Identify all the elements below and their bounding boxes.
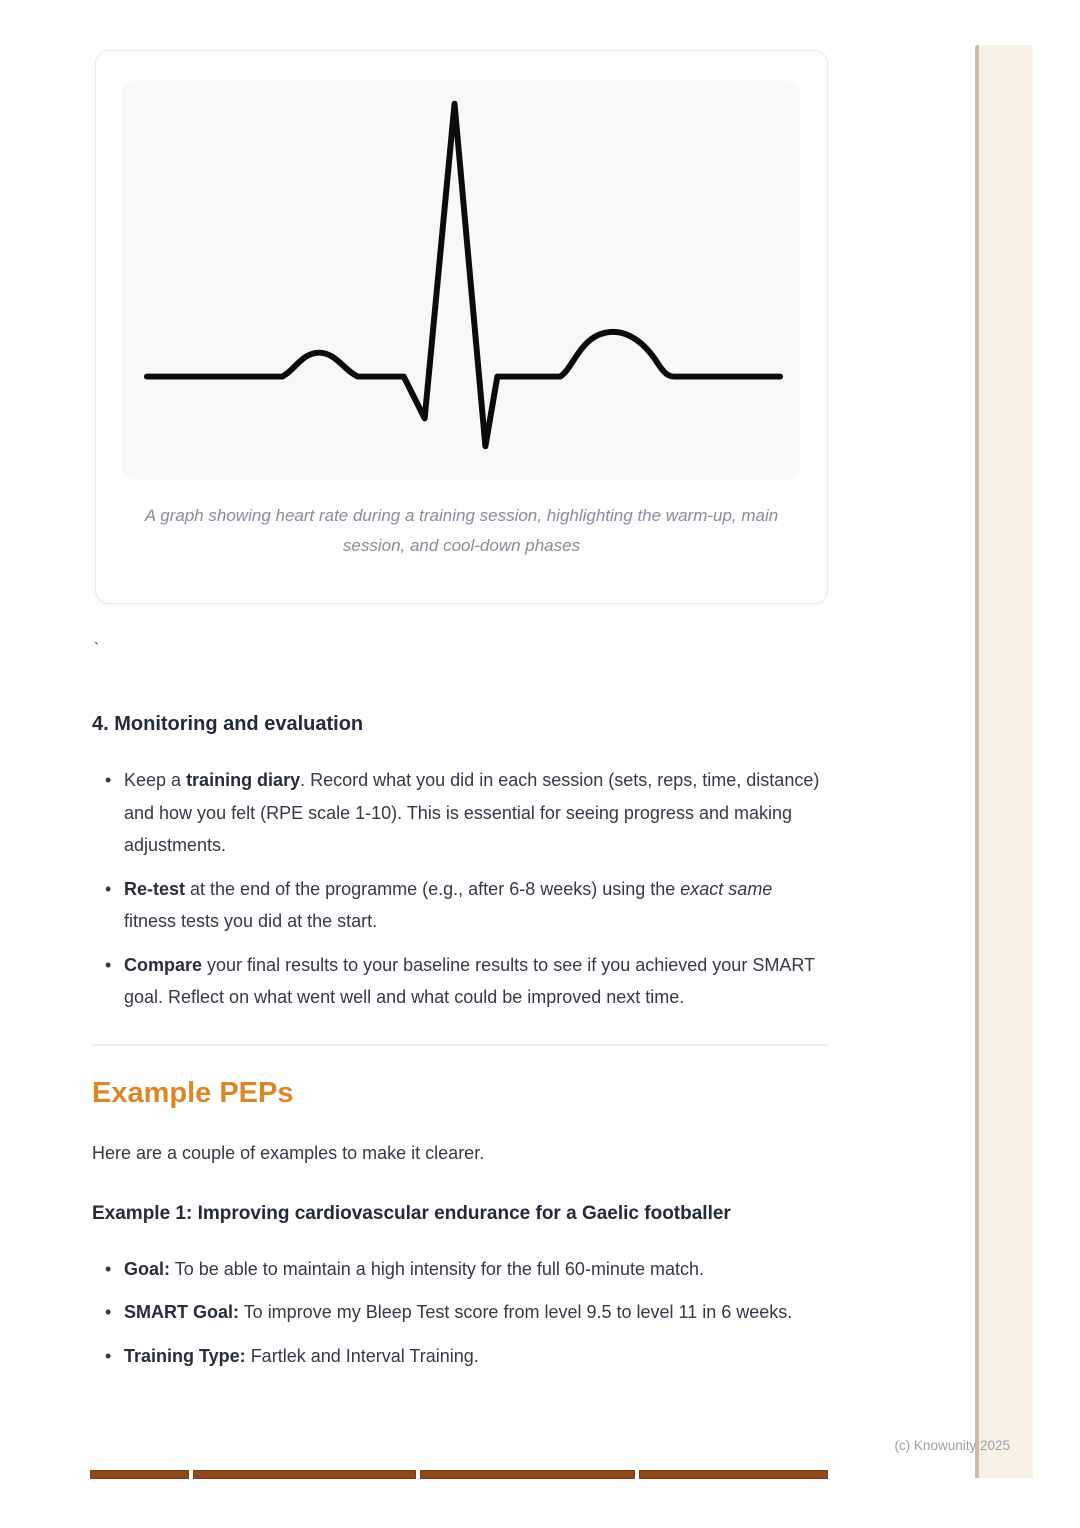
ecg-waveform-icon [123, 81, 800, 479]
list-item: • Compare your final results to your baseline results to see if you achieved your SMART goal. Reflect on what went well and what could be improved next time. [124, 949, 828, 1014]
examples-intro-text: Here are a couple of examples to make it clearer. [92, 1142, 485, 1163]
section-heading-example-peps: Example PEPs [92, 1076, 294, 1109]
section-divider [92, 1044, 828, 1046]
ecg-graph-image [123, 81, 800, 479]
example1-bullet-list [92, 1253, 828, 1373]
progress-segment[interactable] [420, 1470, 635, 1479]
progress-segment[interactable] [193, 1470, 416, 1479]
copyright-note: (c) Knowunity 2025 [894, 1438, 1010, 1453]
list-item: • Goal: To be able to maintain a high intensity for the full 60-minute match. [124, 1253, 828, 1286]
list-item: • Training Type: Fartlek and Interval Training. [124, 1340, 828, 1373]
list-item: • SMART Goal: To improve my Bleep Test score from level 9.5 to level 11 in 6 weeks. [124, 1296, 828, 1329]
progress-segment[interactable] [90, 1470, 189, 1479]
section-heading-monitoring: 4. Monitoring and evaluation [92, 713, 364, 735]
list-item: • Keep a training diary. Record what you did in each session (sets, reps, time, distance) and how you felt (RPE scale 1-10). This is essential for seeing progress and making adjustments. [124, 764, 828, 862]
figure-caption: A graph showing heart rate during a training session, highlighting the warm-up, main session, and cool-down phases [144, 506, 779, 555]
figure-card [95, 50, 828, 604]
next-page-edge-strip [975, 45, 1033, 1478]
document-content-column [92, 0, 828, 1383]
stray-backtick-text: ` [94, 640, 99, 657]
monitoring-bullet-list [92, 764, 828, 1014]
example1-heading: Example 1: Improving cardiovascular endurance for a Gaelic footballer [92, 1202, 731, 1224]
list-item: • Re-test at the end of the programme (e.g., after 6-8 weeks) using the exact same fitness tests you did at the start. [124, 873, 828, 938]
progress-segment[interactable] [639, 1470, 828, 1479]
page-progress-bar [90, 1470, 828, 1479]
